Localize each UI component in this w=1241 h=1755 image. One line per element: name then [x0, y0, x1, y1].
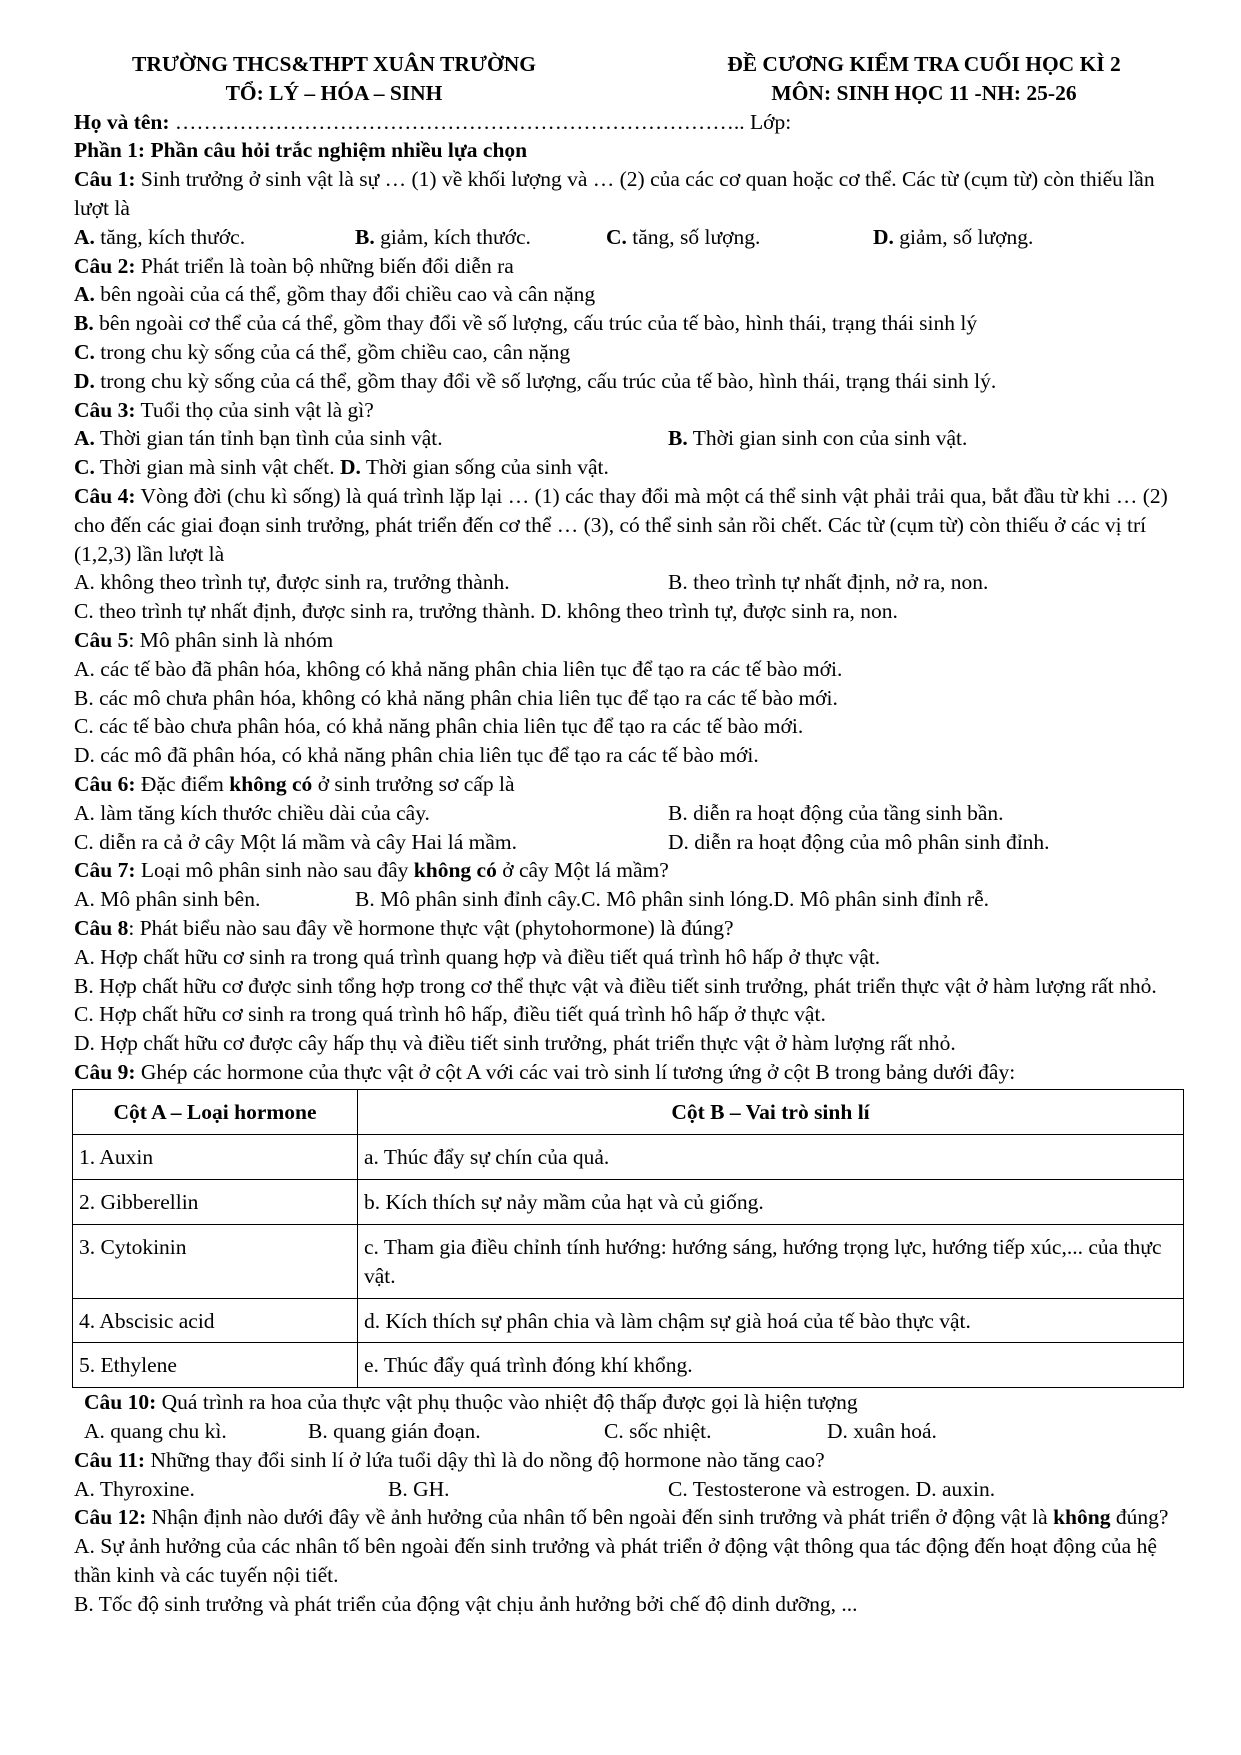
question-3-options-ab — [74, 424, 1184, 453]
option-a: A. tăng, kích thước. — [74, 224, 246, 249]
question-2: Câu 2: Phát triển là toàn bộ những biến đổi diễn ra — [74, 253, 514, 278]
option-d: D. trong chu kỳ sống của cá thể, gồm thay đổi về số lượng, cấu trúc của tế bào, hình thái, trạng thái sinh lý. — [74, 368, 997, 393]
name-label: Họ và tên: — [74, 109, 170, 134]
question-5: Câu 5: Mô phân sinh là nhóm — [74, 627, 334, 652]
question-1-options — [74, 223, 1184, 252]
option-b: B. GH. — [388, 1476, 450, 1501]
option-cd: C. theo trình tự nhất định, được sinh ra, trưởng thành. D. không theo trình tự, được sinh ra, non. — [74, 599, 898, 624]
role-cell: b. Kích thích sự nảy mầm của hạt và củ giống. — [358, 1180, 1184, 1225]
exam-title: ĐỀ CƯƠNG KIỂM TRA CUỐI HỌC KÌ 2 — [727, 52, 1121, 76]
option-a: A. Hợp chất hữu cơ sinh ra trong quá trình quang hợp và điều tiết quá trình hô hấp ở thực vật. — [74, 944, 881, 969]
column-a-header: Cột A – Loại hormone — [73, 1089, 358, 1135]
hormone-cell: 5. Ethylene — [73, 1343, 358, 1388]
name-dots: …………………………………………………………………….. — [169, 109, 751, 134]
option-d: D. các mô đã phân hóa, có khả năng phân chia liên tục để tạo ra các tế bào mới. — [74, 743, 759, 768]
question-9: Câu 9: Ghép các hormone của thực vật ở cột A với các vai trò sinh lí tương ứng ở cột B trong bảng dưới đây: — [74, 1059, 1016, 1084]
question-4-options-ab — [74, 568, 1184, 597]
option-a: A. làm tăng kích thước chiều dài của cây. — [74, 800, 430, 825]
table-row — [73, 1343, 1184, 1388]
option-c: C. các tế bào chưa phân hóa, có khả năng phân chia liên tục để tạo ra các tế bào mới. — [74, 714, 804, 739]
option-c: C. Hợp chất hữu cơ sinh ra trong quá trình hô hấp, điều tiết quá trình hô hấp ở thực vật. — [74, 1002, 826, 1027]
option-b: B. Hợp chất hữu cơ được sinh tổng hợp trong cơ thể thực vật và điều tiết sinh trưởng, phát triển thực vật ở hàm lượng rất nhỏ. — [74, 973, 1157, 998]
option-d: D. Hợp chất hữu cơ được cây hấp thụ và điều tiết sinh trưởng, phát triển thực vật ở hàm lượng rất nhỏ. — [74, 1031, 956, 1056]
option-a: A. Thời gian tán tỉnh bạn tình của sinh vật. — [74, 426, 443, 451]
option-c: C. diễn ra cả ở cây Một lá mầm và cây Hai lá mầm. — [74, 829, 517, 854]
option-d: D. diễn ra hoạt động của mô phân sinh đỉnh. — [668, 829, 1050, 854]
option-b: B. Thời gian sinh con của sinh vật. — [668, 426, 968, 451]
option-c: C. sốc nhiệt. — [604, 1419, 712, 1444]
option-d: D. xuân hoá. — [827, 1419, 937, 1444]
table-header-row — [73, 1089, 1184, 1135]
column-b-header: Cột B – Vai trò sinh lí — [358, 1089, 1184, 1135]
table-row — [73, 1180, 1184, 1225]
exam-page — [74, 50, 1184, 1619]
header-row-2 — [74, 79, 1184, 108]
subject-line: MÔN: SINH HỌC 11 -NH: 25-26 — [771, 80, 1077, 105]
question-3-options-cd: C. Thời gian mà sinh vật chết. D. Thời gian sống của sinh vật. — [74, 455, 609, 480]
option-b: B. bên ngoài cơ thể của cá thể, gồm thay đổi về số lượng, cấu trúc của tế bào, hình thái, trạng thái sinh lý — [74, 311, 978, 336]
question-8: Câu 8: Phát biểu nào sau đây về hormone thực vật (phytohormone) là đúng? — [74, 915, 734, 940]
hormone-cell: 1. Auxin — [73, 1135, 358, 1180]
department-name: TỔ: LÝ – HÓA – SINH — [225, 80, 443, 105]
option-a: A. Sự ảnh hưởng của các nhân tố bên ngoài đến sinh trưởng và phát triển ở động vật thông qua tác động đến hoạt động của hệ thần kinh và các tuyến nội tiết. — [74, 1534, 1157, 1588]
question-1 — [74, 165, 1184, 223]
role-cell: c. Tham gia điều chỉnh tính hướng: hướng sáng, hướng trọng lực, hướng tiếp xúc,... của thực vật. — [358, 1225, 1184, 1299]
role-cell: a. Thúc đẩy sự chín của quả. — [358, 1135, 1184, 1180]
question-6-options-cd — [74, 828, 1184, 857]
hormone-cell: 3. Cytokinin — [73, 1225, 358, 1299]
question-6: Câu 6: Đặc điểm không có ở sinh trưởng sơ cấp là — [74, 771, 515, 796]
question-11-options — [74, 1475, 1184, 1504]
hormone-cell: 2. Gibberellin — [73, 1180, 358, 1225]
student-info-line — [74, 108, 1184, 137]
question-4: Câu 4: Vòng đời (chu kì sống) là quá trình lặp lại … (1) các thay đổi mà một cá thể sinh vật phải trải qua, bắt đầu từ khi … (2) cho đến các giai đoạn sinh trưởng, phát triển đến cơ thể … (3), có thể sinh sản rồi chết. Các từ (cụm từ) còn thiếu ở các vị trí (1,2,3) lần lượt là — [74, 483, 1168, 566]
question-7-options — [74, 885, 1184, 914]
question-10: Câu 10: Quá trình ra hoa của thực vật phụ thuộc vào nhiệt độ thấp được gọi là hiện tượng — [84, 1390, 858, 1415]
option-b: B. quang gián đoạn. — [308, 1419, 481, 1444]
question-label: Câu 1: — [74, 167, 136, 192]
table-row — [73, 1135, 1184, 1180]
option-a: A. không theo trình tự, được sinh ra, trưởng thành. — [74, 570, 510, 595]
option-a: A. quang chu kì. — [84, 1419, 227, 1444]
header-row-1 — [74, 50, 1184, 79]
role-cell: d. Kích thích sự phân chia và làm chậm sự già hoá của tế bào thực vật. — [358, 1298, 1184, 1343]
option-bcd: B. Mô phân sinh đỉnh cây.C. Mô phân sinh lóng.D. Mô phân sinh đỉnh rễ. — [355, 887, 990, 912]
question-12: Câu 12: Nhận định nào dưới đây về ảnh hưởng của nhân tố bên ngoài đến sinh trưởng và phát triển ở động vật là không đúng? — [74, 1505, 1169, 1530]
school-name: TRƯỜNG THCS&THPT XUÂN TRƯỜNG — [132, 52, 536, 76]
question-text: Sinh trưởng ở sinh vật là sự … (1) về khối lượng và … (2) của các cơ quan hoặc cơ thể. Các từ (cụm từ) còn thiếu lần lượt là — [74, 167, 1155, 220]
option-cd: C. Testosterone và estrogen. D. auxin. — [668, 1476, 996, 1501]
option-a: A. bên ngoài của cá thể, gồm thay đổi chiều cao và cân nặng — [74, 282, 596, 307]
class-label: Lớp: — [750, 109, 792, 134]
hormone-matching-table — [72, 1089, 1184, 1389]
option-b: B. diễn ra hoạt động của tầng sinh bần. — [668, 800, 1004, 825]
role-cell: e. Thúc đẩy quá trình đóng khí khổng. — [358, 1343, 1184, 1388]
table-row — [73, 1225, 1184, 1299]
option-a: A. các tế bào đã phân hóa, không có khả năng phân chia liên tục để tạo ra các tế bào mới. — [74, 656, 843, 681]
option-d: D. giảm, số lượng. — [873, 224, 1034, 249]
option-b: B. giảm, kích thước. — [355, 224, 531, 249]
option-c: C. tăng, số lượng. — [606, 224, 761, 249]
table-row — [73, 1298, 1184, 1343]
hormone-cell: 4. Abscisic acid — [73, 1298, 358, 1343]
part1-heading: Phần 1: Phần câu hỏi trắc nghiệm nhiều lựa chọn — [74, 138, 528, 163]
question-6-options-ab — [74, 799, 1184, 828]
question-10-options — [74, 1417, 1184, 1446]
option-a: A. Thyroxine. — [74, 1476, 195, 1501]
question-3: Câu 3: Tuổi thọ của sinh vật là gì? — [74, 397, 374, 422]
option-b: B. theo trình tự nhất định, nở ra, non. — [668, 570, 989, 595]
option-c: C. trong chu kỳ sống của cá thể, gồm chiều cao, cân nặng — [74, 339, 571, 364]
option-b: B. Tốc độ sinh trưởng và phát triển của động vật chịu ảnh hưởng bởi chế độ dinh dưỡng, ... — [74, 1591, 858, 1616]
question-7: Câu 7: Loại mô phân sinh nào sau đây không có ở cây Một lá mầm? — [74, 858, 669, 883]
option-b: B. các mô chưa phân hóa, không có khả năng phân chia liên tục để tạo ra các tế bào mới. — [74, 685, 838, 710]
question-11: Câu 11: Những thay đổi sinh lí ở lứa tuổi dậy thì là do nồng độ hormone nào tăng cao? — [74, 1447, 825, 1472]
option-a: A. Mô phân sinh bên. — [74, 887, 261, 912]
